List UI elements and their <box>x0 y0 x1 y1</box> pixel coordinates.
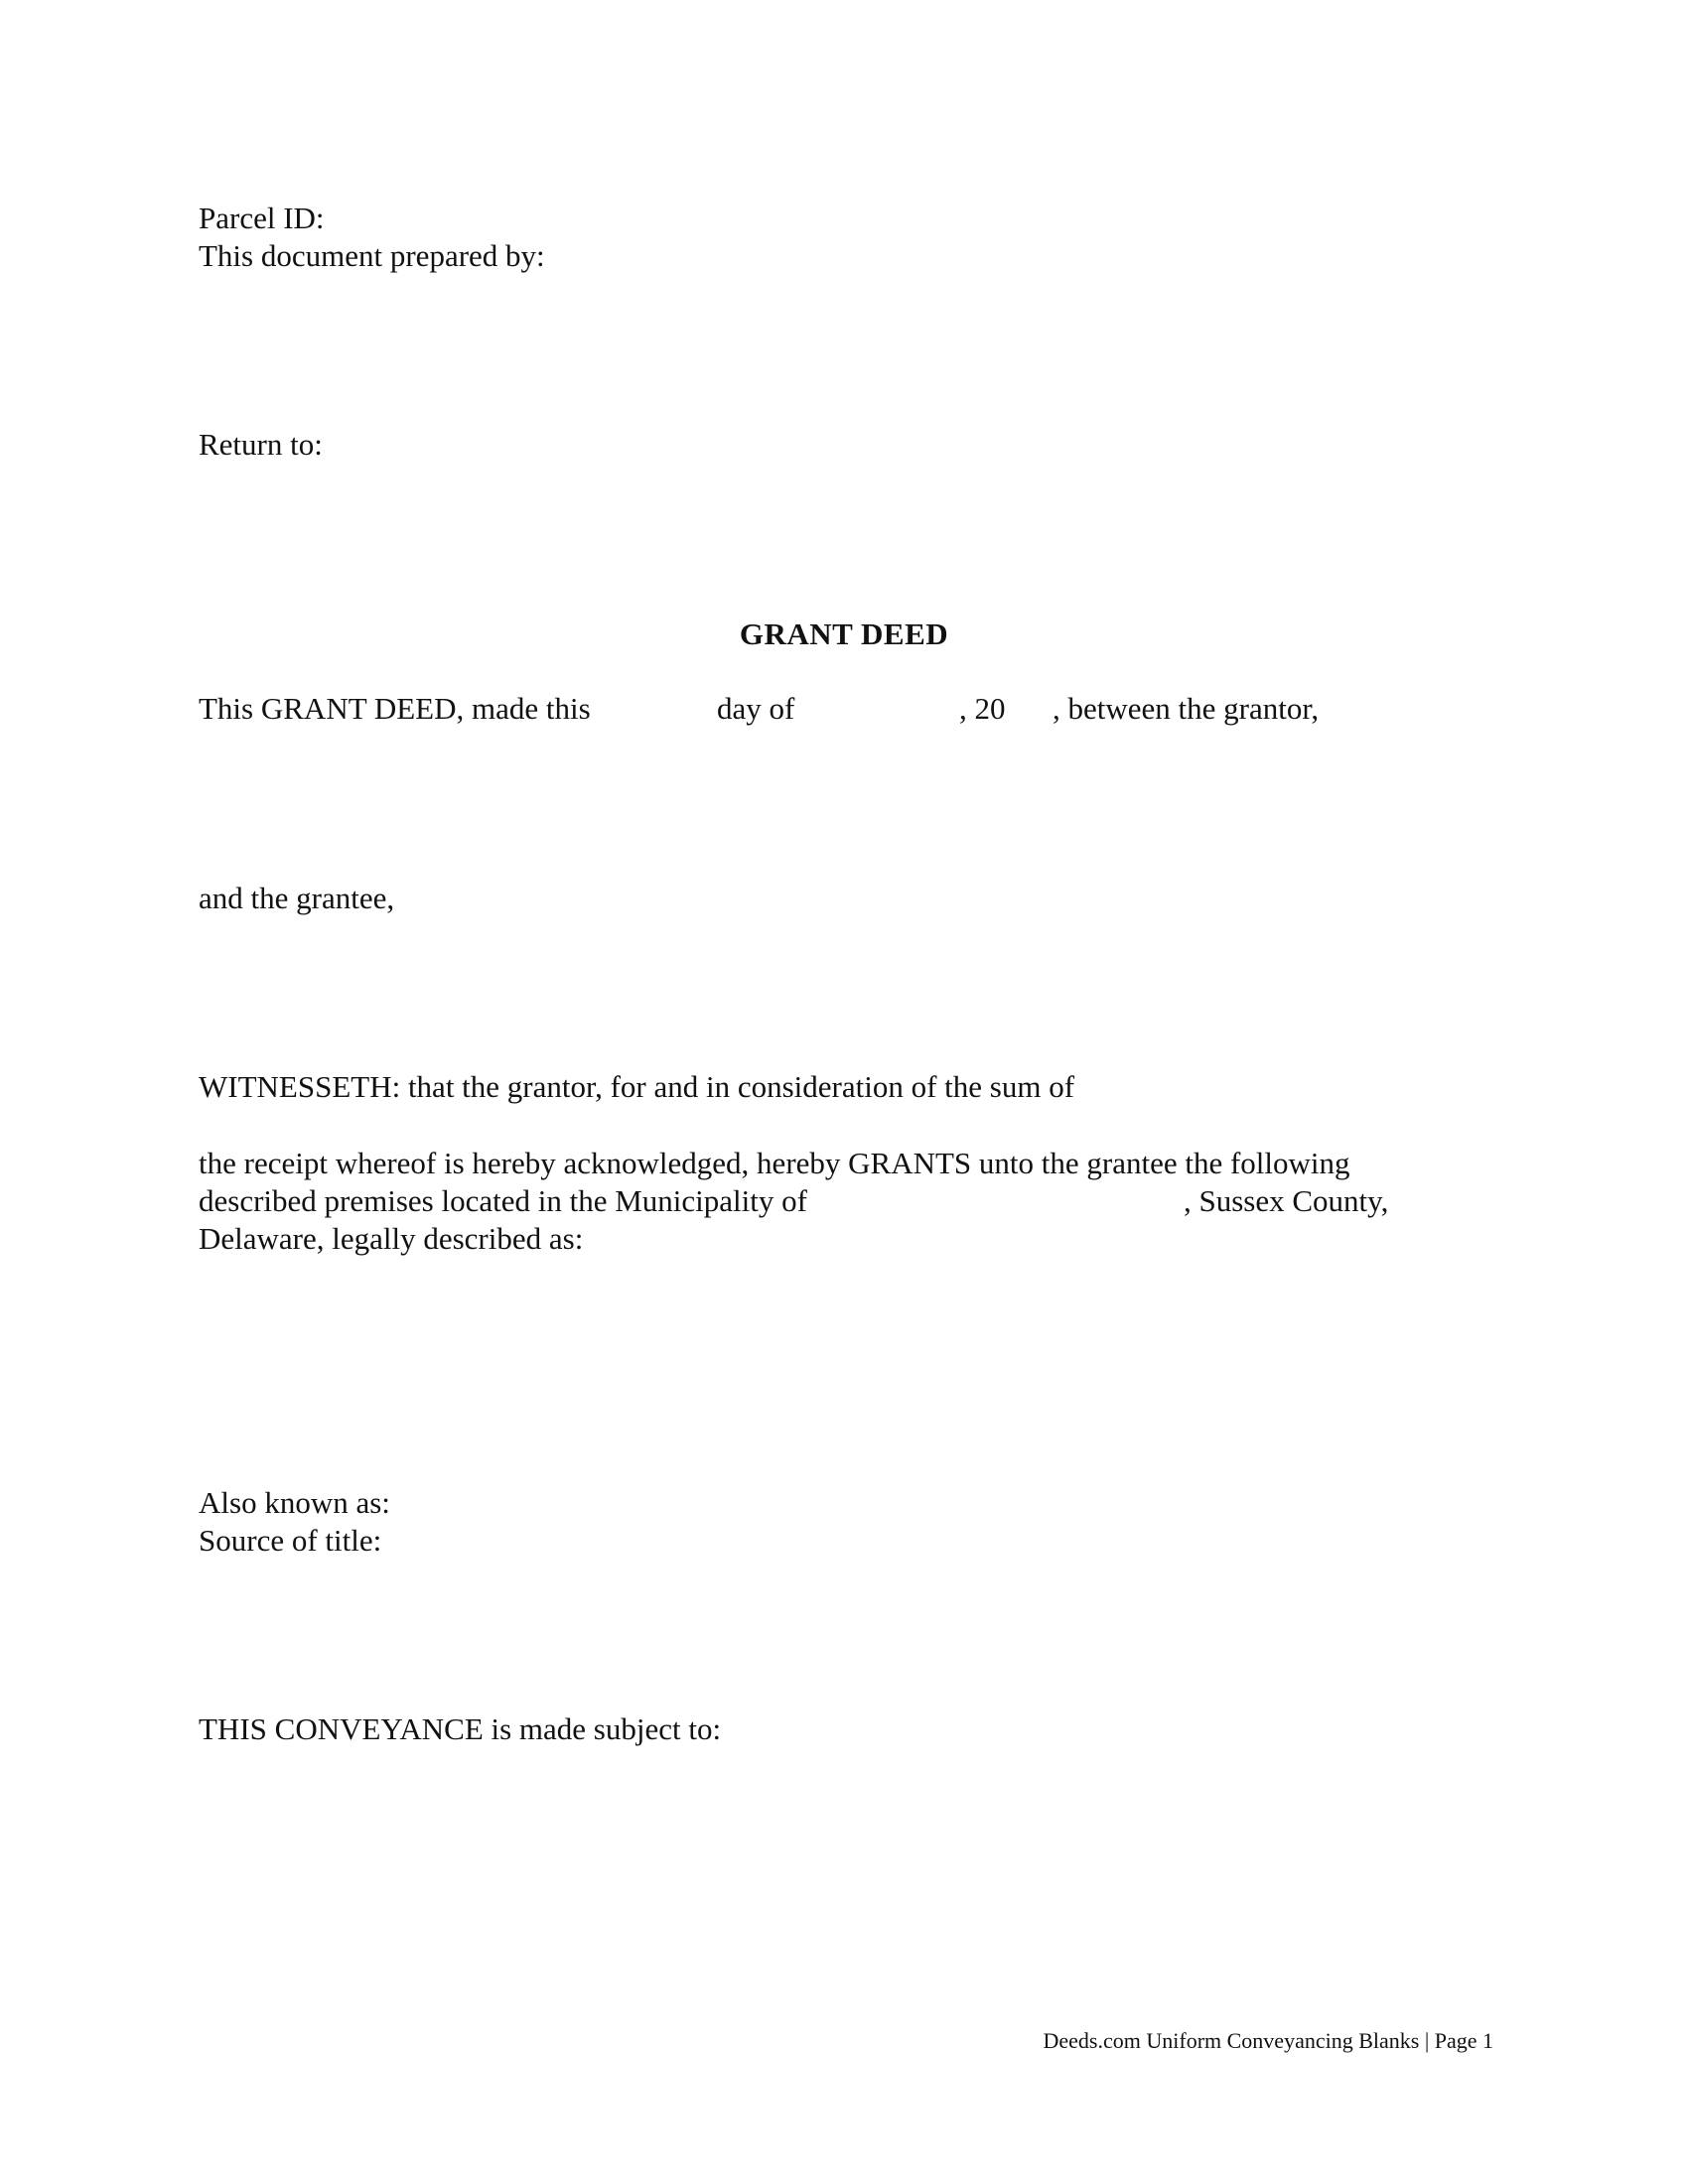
page-footer: Deeds.com Uniform Conveyancing Blanks | Page 1 <box>1043 2028 1493 2053</box>
grantee-label: and the grantee, <box>199 881 395 915</box>
grants-line-3: Delaware, legally described as: <box>199 1221 584 1256</box>
also-known-as-label: Also known as: <box>199 1485 390 1520</box>
parcel-id-label: Parcel ID: <box>199 201 325 235</box>
intro-sentence <box>199 689 1390 728</box>
intro-day-of: day of <box>717 691 795 726</box>
document-title: GRANT DEED <box>739 616 949 651</box>
municipality-label: described premises located in the Municipality of <box>199 1183 807 1218</box>
intro-made-this: This GRANT DEED, made this <box>199 691 591 726</box>
grants-line-2 <box>199 1181 1440 1220</box>
intro-between-grantor: , between the grantor, <box>1053 691 1320 726</box>
grants-line-1: the receipt whereof is hereby acknowledged, hereby GRANTS unto the grantee the following <box>199 1146 1350 1180</box>
prepared-by-label: This document prepared by: <box>199 238 545 273</box>
county-label: , Sussex County, <box>1184 1183 1389 1218</box>
witnesseth-clause: WITNESSETH: that the grantor, for and in consideration of the sum of <box>199 1069 1075 1104</box>
conveyance-subject-clause: THIS CONVEYANCE is made subject to: <box>199 1711 722 1746</box>
return-to-label: Return to: <box>199 427 323 462</box>
source-of-title-label: Source of title: <box>199 1523 382 1558</box>
intro-year-prefix: , 20 <box>959 691 1006 726</box>
